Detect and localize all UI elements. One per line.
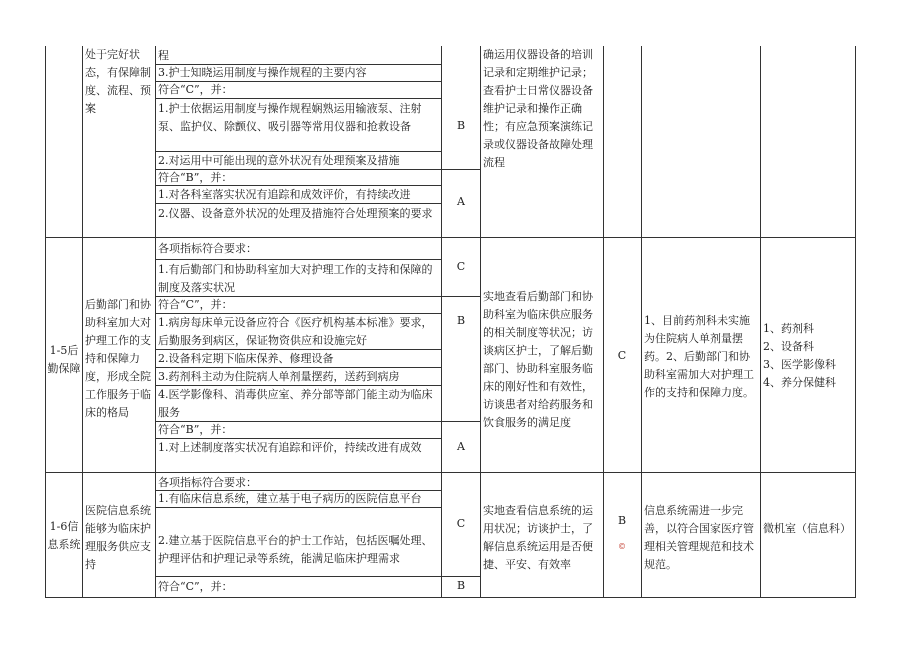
grade-label: B xyxy=(456,579,466,592)
grade-label: C xyxy=(456,517,466,530)
requirement-line: 各项指标符合要求： xyxy=(158,476,257,489)
evaluation-result: B xyxy=(617,514,627,527)
item-label: 1-5后勤保障 xyxy=(47,344,81,375)
requirement-line: 符合“C”，并： xyxy=(158,580,233,593)
row-divider xyxy=(45,472,856,473)
grade-label: A xyxy=(457,440,465,453)
grid-line xyxy=(760,46,761,597)
grade-line xyxy=(441,576,480,577)
requirement-line: 1.有临床信息系统，建立基于电子病历的医院信息平台 xyxy=(158,492,422,505)
row-divider xyxy=(45,237,856,238)
issues-found: 信息系统需进一步完善，以符合国家医疗管理相关管理规范和技术规范。 xyxy=(644,504,754,571)
requirement-line: 1.有后勤部门和协助科室加大对护理工作的支持和保障的制度及落实状况 xyxy=(158,263,433,294)
requirement-line: 程 xyxy=(158,49,169,62)
standard-cell: 医院信息系统能够为临床护理服务供应支持 xyxy=(85,504,151,571)
grade-line xyxy=(441,169,480,170)
grade-line xyxy=(441,296,480,297)
inspection-method: 实地查看信息系统的运用状况；访谈护士，了解信息系统运用是否便捷、平安、有效率 xyxy=(483,504,593,571)
requirement-line: 3.药剂科主动为住院病人单剂量摆药，送药到病房 xyxy=(158,370,400,383)
evaluation-result: C xyxy=(617,349,627,362)
responsible-dept: 微机室（信息科） xyxy=(763,522,851,535)
requirement-line: 2.建立基于医院信息平台的护士工作站，包括医嘱处理、护理评估和护理记录等系统，能满足临床护理需求 xyxy=(158,534,433,565)
inspection-method: 实地查看后勤部门和协助科室为临床供应服务的相关制度等状况；访谈病区护士，了解后勤部门、协助科室服务临床的刚好性和有效性，访谈患者对给药服务和饮食服务的满足度 xyxy=(483,290,593,429)
requirement-line: 符合“B”，并： xyxy=(158,171,233,184)
item-label: 1-6信息系统 xyxy=(47,520,81,551)
grid-line xyxy=(855,46,856,597)
requirement-line: 1.护士依据运用制度与操作规程娴熟运用输液泵、注射泵、监护仪、除颤仪、吸引器等常用仪器和抢救设备 xyxy=(158,102,422,133)
issues-found: 1、目前药剂科未实施为住院病人单剂量摆药。2、后勤部门和协助科室需加大对护理工作的支持和保障力度。 xyxy=(644,314,754,399)
grid-line xyxy=(155,46,156,597)
requirement-line: 2.对运用中可能出现的意外状况有处理预案及措施 xyxy=(158,154,400,167)
responsible-dept: 3、医学影像科 xyxy=(763,358,836,371)
grid-line xyxy=(82,46,83,597)
grade-line xyxy=(441,421,480,422)
requirement-line: 符合“C”，并： xyxy=(158,298,233,311)
requirement-line: 符合“C”，并： xyxy=(158,83,233,96)
grade-label: B xyxy=(456,119,466,132)
standard-cell: 处于完好状态，有保障制度、流程、预案 xyxy=(85,48,151,115)
grid-line xyxy=(45,46,46,597)
grade-label: C xyxy=(456,260,466,273)
requirement-line: 各项指标符合要求： xyxy=(158,242,257,255)
requirement-line: 符合“B”，并： xyxy=(158,423,233,436)
requirement-line: 1.病房每床单元设备应符合《医疗机构基本标准》要求，后勤服务到病区，保证物资供应和设施完好 xyxy=(158,316,433,347)
grade-label: A xyxy=(457,195,465,208)
result-mark: © xyxy=(618,542,626,551)
requirement-line: 1.对各科室落实状况有追踪和成效评价，有持续改进 xyxy=(158,188,411,201)
sub-row-line xyxy=(155,576,441,577)
requirement-line: 2.仪器、设备意外状况的处理及措施符合处理预案的要求 xyxy=(158,207,433,220)
inspection-method: 确运用仪器设备的培训记录和定期维护记录；查看护士日常仪器设备维护记录和操作正确性；有应急预案演练记录或仪器设备故障处理流程 xyxy=(483,48,593,169)
requirement-line: 3.护士知晓运用制度与操作规程的主要内容 xyxy=(158,66,367,79)
standard-cell: 后勤部门和协助科室加大对护理工作的支持和保障力度，形成全院工作服务于临床的格局 xyxy=(85,298,151,419)
row-divider xyxy=(45,597,856,598)
grade-label: B xyxy=(456,314,466,327)
responsible-dept: 1、药剂科 xyxy=(763,322,814,335)
requirement-line: 4.医学影像科、消毒供应室、养分部等部门能主动为临床服务 xyxy=(158,388,433,419)
responsible-dept: 2、设备科 xyxy=(763,340,814,353)
requirement-line: 1.对上述制度落实状况有追踪和评价，持续改进有成效 xyxy=(158,441,422,454)
requirement-line: 2.设备科定期下临床保养、修理设备 xyxy=(158,352,334,365)
sub-row-line xyxy=(155,259,441,260)
responsible-dept: 4、养分保健科 xyxy=(763,376,836,389)
